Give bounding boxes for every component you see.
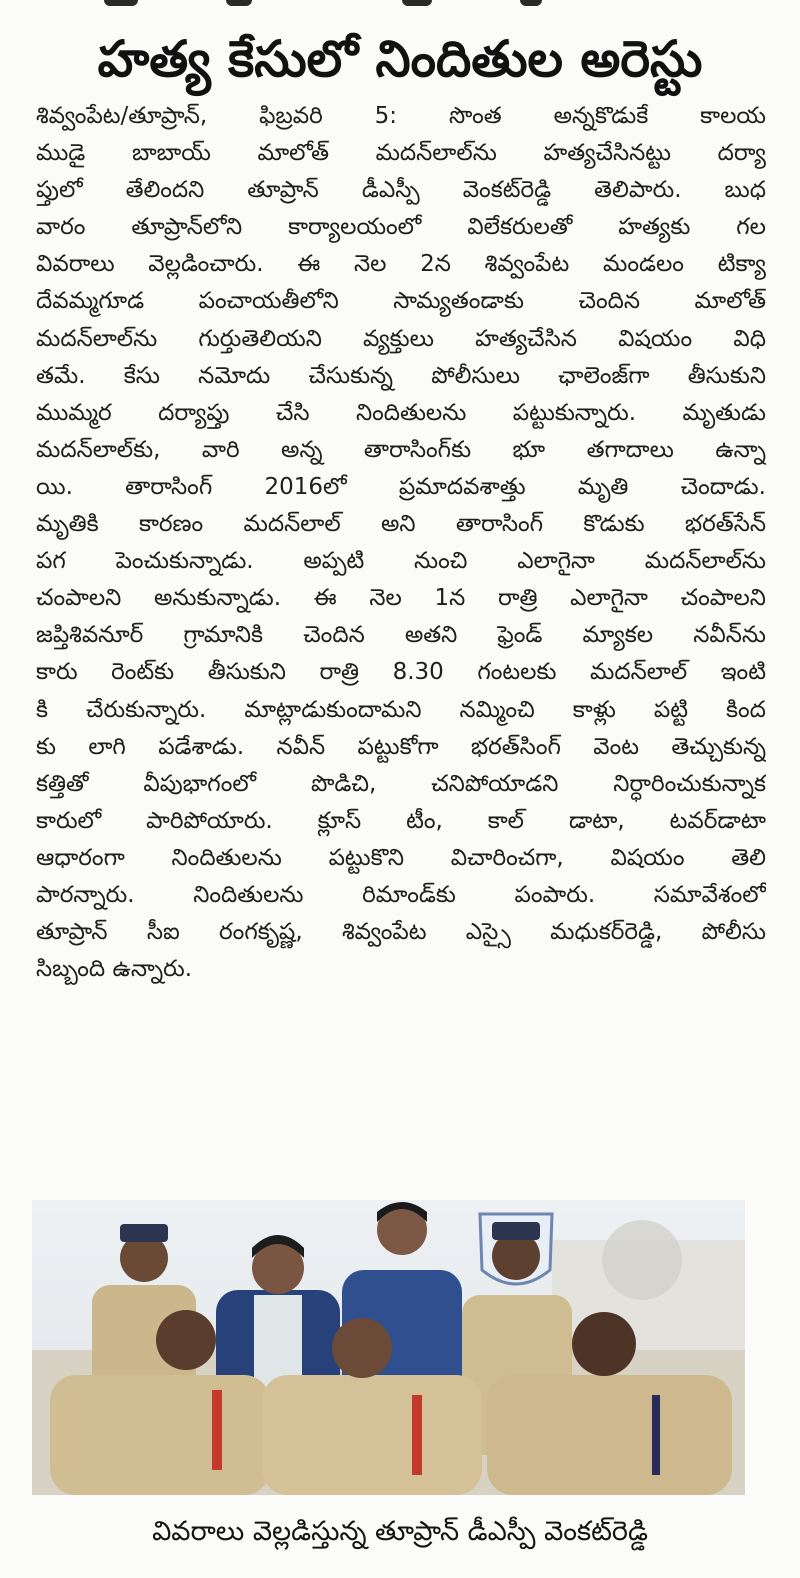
body-line: కు లాగి పడేశాడు. నవీన్ పట్టుకోగా భరత్‌సింగ్ వెంట తెచ్చుకున్న	[36, 733, 766, 760]
body-line: ఆధారంగా నిందితులను పట్టుకొని విచారించగా, విషయం తెలి	[36, 844, 766, 871]
article-headline: హత్య కేసులో నిందితుల అరెస్టు	[97, 30, 703, 88]
body-line: చంపాలని అనుకున్నాడు. ఈ నెల 1న రాత్రి ఎలాగైనా చంపాలని	[36, 585, 766, 612]
body-line: వారం తూప్రాన్‌లోని కార్యాలయంలో విలేకరులతో హత్యకు గల	[36, 214, 766, 241]
body-line: మదన్‌లాల్‌ను గుర్తుతెలియని వ్యక్తులు హత్యచేసిన విషయం విధి	[36, 325, 766, 352]
article-body	[36, 98, 766, 988]
body-line: తమే. కేసు నమోదు చేసుకున్న పోలీసులు ఛాలెంజ్‌గా తీసుకుని	[36, 362, 766, 389]
body-line: పగ పెంచుకున్నాడు. అప్పటి నుంచి ఎలాగైనా మదన్‌లాల్‌ను	[36, 548, 766, 575]
previous-article-edge	[0, 0, 800, 10]
police-officers-with-accused-image	[32, 1200, 745, 1495]
body-line: మృతికి కారణం మదన్‌లాల్ అని తారాసింగ్ కొడుకు భరత్‌సేన్	[36, 511, 766, 538]
body-line: పారన్నారు. నిందితులను రిమాండ్‌కు పంపారు. సమావేశంలో	[36, 881, 766, 908]
body-line: కారు రెంట్‌కు తీసుకుని రాత్రి 8.30 గంటలకు మదన్‌లాల్ ఇంటి	[36, 659, 766, 686]
body-line: యి. తారాసింగ్ 2016లో ప్రమాదవశాత్తు మృతి చెందాడు.	[36, 473, 766, 500]
body-line: మదన్‌లాల్‌కు, వారి అన్న తారాసింగ్‌కు భూ తగాదాలు ఉన్నా	[36, 436, 766, 463]
body-line: ముడై బాబాయ్ మాలోత్ మదన్‌లాల్‌ను హత్యచేసినట్టు దర్యా	[36, 140, 766, 167]
body-line: సిబ్బంది ఉన్నారు.	[36, 956, 193, 983]
body-line: కి చేరుకున్నారు. మాట్లాడుకుందామని నమ్మించి కాళ్లు పట్టి కింద	[36, 696, 766, 723]
body-line: కారులో పారిపోయారు. క్లూస్ టీం, కాల్ డాటా, టవర్‌డాటా	[36, 807, 766, 834]
body-line: తూప్రాన్ సీఐ రంగకృష్ణ, శివ్వంపేట ఎస్సై మధుకర్‌రెడ్డి, పోలీసు	[36, 919, 766, 946]
body-line: కత్తితో వీపుభాగంలో పొడిచి, చనిపోయాడని నిర్ధారించుకున్నాక	[36, 770, 766, 797]
body-line: వివరాలు వెల్లడించారు. ఈ నెల 2న శివ్వంపేట మండలం టిక్యా	[36, 251, 766, 278]
body-line: ముమ్మర దర్యాప్తు చేసి నిందితులను పట్టుకున్నారు. మృతుడు	[36, 399, 766, 426]
news-photo	[32, 1200, 745, 1495]
body-line: ప్తులో తేలిందని తూప్రాన్ డీఎస్పీ వెంకట్‌రెడ్డి తెలిపారు. బుధ	[36, 177, 766, 204]
body-line: జప్తిశివనూర్ గ్రామానికి చెందిన అతని ఫ్రెండ్ మ్యాకల నవీన్‌ను	[36, 622, 766, 649]
photo-caption: వివరాలు వెల్లడిస్తున్న తూప్రాన్ డీఎస్పీ వెంకట్‌రెడ్డి	[152, 1516, 648, 1547]
body-line: శివ్వంపేట/తూప్రాన్, ఫిబ్రవరి 5: సొంత అన్నకొడుకే కాలయ	[36, 103, 766, 129]
body-line: దేవమ్మగూడ పంచాయతీలోని సామ్యతండాకు చెందిన మాలోత్	[36, 288, 766, 315]
